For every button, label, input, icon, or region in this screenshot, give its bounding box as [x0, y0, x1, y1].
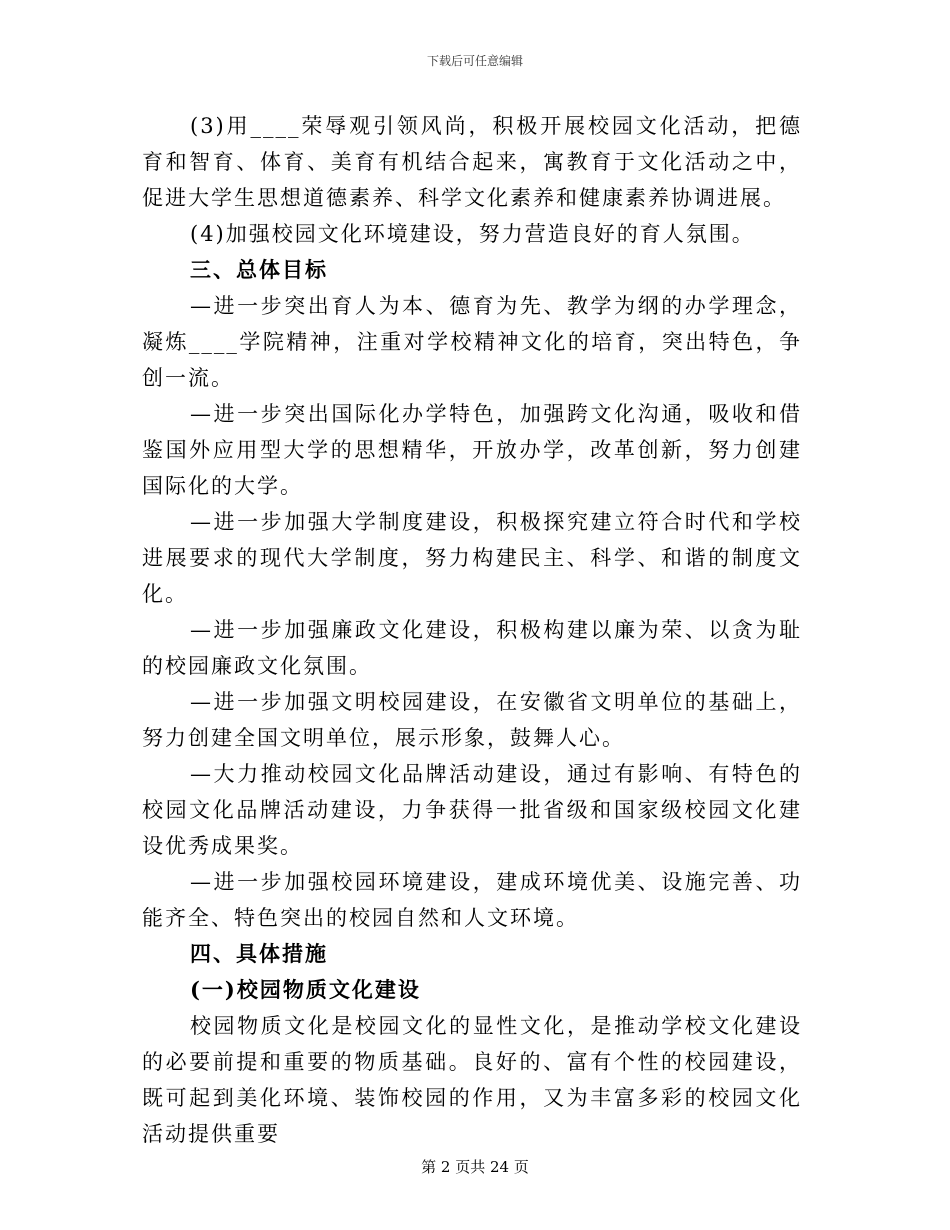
paragraph: —进一步突出育人为本、德育为先、教学为纲的办学理念，凝炼____学院精神，注重对学校精神文化的培育，突出特色，争创一流。: [142, 294, 802, 390]
subsection-heading: (一)校园物质文化建设: [190, 977, 421, 1002]
paragraph: —进一步加强文明校园建设，在安徽省文明单位的基础上，努力创建全国文明单位，展示形象，鼓舞人心。: [142, 690, 802, 750]
paragraph: (3)用____荣辱观引领风尚，积极开展校园文化活动，把德育和智育、体育、美育有机结合起来，寓教育于文化活动之中，促进大学生思想道德素养、科学文化素养和健康素养协调进展。: [142, 114, 802, 210]
section-heading: 三、总体目标: [190, 257, 328, 282]
paragraph: —进一步突出国际化办学特色，加强跨文化沟通，吸收和借鉴国外应用型大学的思想精华，开放办学，改革创新，努力创建国际化的大学。: [142, 402, 802, 498]
page-footer: 第 2 页共 24 页: [421, 1158, 529, 1176]
paragraph: —进一步加强廉政文化建设，积极构建以廉为荣、以贪为耻的校园廉政文化氛围。: [142, 618, 802, 678]
section-heading: 四、具体措施: [190, 941, 328, 966]
paragraph: —大力推动校园文化品牌活动建设，通过有影响、有特色的校园文化品牌活动建设，力争获得一批省级和国家级校园文化建设优秀成果奖。: [142, 762, 802, 858]
paragraph: 校园物质文化是校园文化的显性文化，是推动学校文化建设的必要前提和重要的物质基础。良好的、富有个性的校园建设，既可起到美化环境、装饰校园的作用，又为丰富多彩的校园文化活动提供重要: [142, 1014, 802, 1146]
paragraph: —进一步加强校园环境建设，建成环境优美、设施完善、功能齐全、特色突出的校园自然和人文环境。: [142, 870, 802, 930]
paragraph: —进一步加强大学制度建设，积极探究建立符合时代和学校进展要求的现代大学制度，努力构建民主、科学、和谐的制度文化。: [142, 510, 802, 606]
document-body: [142, 108, 802, 1152]
paragraph: (4)加强校园文化环境建设，努力营造良好的育人氛围。: [190, 222, 755, 246]
page-header: 下载后可任意编辑: [426, 54, 523, 68]
